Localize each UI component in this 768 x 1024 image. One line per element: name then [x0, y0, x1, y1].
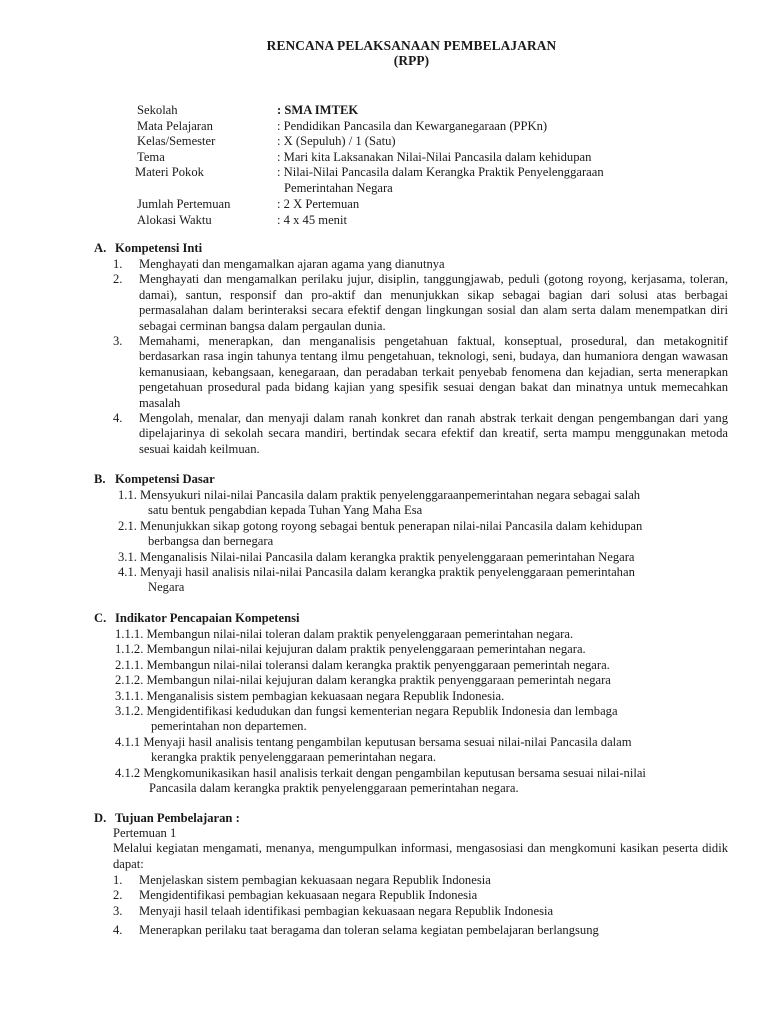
- meta-label: Materi Pokok: [135, 165, 204, 179]
- meta-value-continued: Pemerintahan Negara: [284, 180, 393, 195]
- indikator-list: [115, 627, 730, 796]
- item-number: 1.: [113, 257, 123, 271]
- list-item: [115, 658, 730, 673]
- item-text-continued: satu bentuk pengabdian kepada Tuhan Yang Maha Esa: [148, 503, 423, 518]
- meta-label: Sekolah: [137, 103, 178, 117]
- item-text: Mengolah, menalar, dan menyaji dalam ranah konkret dan ranah abstrak terkait dengan pengembangan dari yang dipelajarinya di sekolah secara mandiri, bertindak secara efektif dan kreatif, serta mampu menggunakan metoda sesuai kaidah keilmuan.: [139, 411, 728, 456]
- list-item: [118, 519, 730, 550]
- meta-value: : 4 x 45 menit: [277, 212, 347, 227]
- item-text: 2.1.2. Membangun nilai-nilai kejujuran dalam kerangka praktik penyenggaraan pemerintah negara: [115, 673, 611, 688]
- item-text-continued: pemerintahan non departemen.: [151, 719, 307, 734]
- item-number: 2.: [113, 888, 123, 903]
- list-item: [113, 923, 728, 938]
- meta-label: Kelas/Semester: [137, 134, 216, 148]
- list-item: [115, 673, 730, 688]
- list-item: [113, 904, 728, 919]
- item-text: 2.1.1. Membangun nilai-nilai toleransi dalam kerangka praktik penyenggaraan pemerintah negara.: [115, 657, 610, 672]
- list-item: [113, 888, 728, 903]
- item-number: 4.: [113, 411, 123, 426]
- tujuan-list: [113, 873, 728, 939]
- list-item: [115, 642, 730, 657]
- item-text-continued: Pancasila dalam kerangka praktik penyelenggaraan pemerintahan negara.: [149, 781, 519, 796]
- section-letter: D.: [94, 811, 107, 825]
- list-item: [115, 735, 730, 766]
- section-heading-a: [94, 241, 202, 256]
- meta-label: Jumlah Pertemuan: [137, 197, 231, 211]
- meta-label: Tema: [137, 149, 165, 164]
- list-item: [115, 627, 730, 642]
- item-text: 1.1.1. Membangun nilai-nilai toleran dalam praktik penyelenggaraan pemerintahan negara.: [115, 627, 574, 641]
- document-title: RENCANA PELAKSANAAN PEMBELAJARAN: [266, 38, 557, 53]
- meta-value: : Mari kita Laksanakan Nilai-Nilai Pancasila dalam kehidupan: [277, 149, 592, 164]
- tujuan-block: [113, 826, 728, 872]
- item-text: 3.1.2. Mengidentifikasi kedudukan dan fungsi kementerian negara Republik Indonesia dan lembaga: [115, 704, 618, 719]
- document-subtitle: (RPP): [393, 53, 430, 68]
- section-title: Tujuan Pembelajaran :: [115, 811, 240, 825]
- section-heading-b: [94, 472, 215, 487]
- item-text: Menjelaskan sistem pembagian kekuasaan negara Republik Indonesia: [139, 873, 491, 887]
- item-text: Menghayati dan mengamalkan perilaku jujur, disiplin, tanggungjawab, peduli (gotong royong, kerjasama, toleran, damai), santun, responsif dan pro-aktif dan menunjukkan sikap sebagai bagian dari solusi atas berbagai permasalahan dalam berinteraksi secara efektif dengan lingkungan sosial dan alam serta dalam menempatkan diri sebagai cerminan bangsa dalam pergaulan dunia.: [139, 272, 728, 333]
- list-item: [115, 766, 730, 797]
- item-text: Memahami, menerapkan, dan menganalisis pengetahuan faktual, konseptual, prosedural, dan metakognitif berdasarkan rasa ingin tahunya tentang ilmu pengetahuan, teknologi, seni, budaya, dan humaniora dengan wawasan kemanusiaan, kebangsaan, kenegaraan, dan peradaban terkait penyebab fenomena dan kejadian, serta menerapkan pengetahuan prosedural pada bidang kajian yang spesifik sesuai dengan bakat dan minatnya untuk memecahkan masalah: [139, 334, 728, 410]
- item-text: 1.1.2. Membangun nilai-nilai kejujuran dalam praktik penyelenggaraan pemerintahan negara.: [115, 642, 586, 657]
- item-number: 3.: [113, 334, 123, 349]
- item-text-continued: kerangka praktik penyelenggaraan pemerintahan negara.: [151, 750, 436, 765]
- list-item: [113, 411, 728, 457]
- section-title: Kompetensi Dasar: [115, 472, 215, 486]
- item-text: Menerapkan perilaku taat beragama dan toleran selama kegiatan pembelajaran berlangsung: [139, 923, 599, 938]
- section-letter: A.: [94, 241, 107, 255]
- list-item: [113, 334, 728, 411]
- item-text: 2.1. Menunjukkan sikap gotong royong sebagai bentuk penerapan nilai-nilai Pancasila dalam kehidupan: [118, 518, 643, 533]
- item-text: 1.1. Mensyukuri nilai-nilai Pancasila dalam praktik penyelenggaraanpemerintahan negara sebagai salah: [118, 488, 641, 502]
- school-name: : SMA IMTEK: [277, 103, 359, 117]
- section-title: Indikator Pencapaian Kompetensi: [115, 611, 300, 625]
- list-item: [115, 689, 730, 704]
- list-item: [113, 257, 728, 272]
- section-title: Kompetensi Inti: [115, 241, 203, 255]
- item-text: 4.1.1 Menyaji hasil analisis tentang pengambilan keputusan bersama sesuai nilai-nilai Pancasila dalam: [115, 734, 632, 749]
- tujuan-intro: Melalui kegiatan mengamati, menanya, mengumpulkan informasi, mengasosiasi dan mengkomuni kasikan peserta didik dapat:: [113, 841, 728, 871]
- section-heading-d: [94, 811, 240, 826]
- list-item: [115, 704, 730, 735]
- meta-label: Mata Pelajaran: [137, 118, 213, 133]
- meta-value: : X (Sepuluh) / 1 (Satu): [277, 134, 396, 148]
- item-text: 3.1.1. Menganalisis sistem pembagian kekuasaan negara Republik Indonesia.: [115, 688, 505, 703]
- meta-value: : Nilai-Nilai Pancasila dalam Kerangka Praktik Penyelenggaraan: [277, 165, 604, 179]
- meta-label: Alokasi Waktu: [137, 212, 212, 227]
- item-text-continued: berbangsa dan bernegara: [148, 534, 274, 549]
- kompetensi-inti-list: [113, 257, 728, 457]
- meta-value: [277, 103, 358, 118]
- list-item: [118, 565, 730, 596]
- list-item: [113, 272, 728, 334]
- item-text: 4.1.2 Mengkomunikasikan hasil analisis terkait dengan pengambilan keputusan bersama sesuai nilai-nilai: [115, 765, 646, 780]
- item-number: 4.: [113, 923, 123, 938]
- kompetensi-dasar-list: [118, 488, 730, 596]
- item-number: 3.: [113, 903, 123, 918]
- item-number: 1.: [113, 873, 123, 887]
- meta-value: : 2 X Pertemuan: [277, 197, 360, 211]
- section-letter: B.: [94, 472, 106, 486]
- item-text: Mengidentifikasi pembagian kekuasaan negara Republik Indonesia: [139, 888, 478, 903]
- item-text: Menyaji hasil telaah identifikasi pembagian kekuasaan negara Republik Indonesia: [139, 903, 554, 918]
- meeting-label: Pertemuan 1: [113, 826, 177, 840]
- item-text-continued: Negara: [148, 580, 185, 595]
- list-item: [118, 550, 730, 565]
- item-text: Menghayati dan mengamalkan ajaran agama yang dianutnya: [139, 257, 445, 271]
- item-text: 3.1. Menganalisis Nilai-nilai Pancasila dalam kerangka praktik penyelenggaraan pemerintahan Negara: [118, 549, 635, 564]
- meta-value: : Pendidikan Pancasila dan Kewarganegaraan (PPKn): [277, 118, 548, 133]
- item-number: 2.: [113, 272, 123, 287]
- section-letter: C.: [94, 611, 107, 625]
- item-text: 4.1. Menyaji hasil analisis nilai-nilai Pancasila dalam kerangka praktik penyelenggaraan pemerintahan: [118, 565, 635, 580]
- list-item: [118, 488, 730, 519]
- section-heading-c: [94, 611, 300, 626]
- list-item: [113, 873, 728, 888]
